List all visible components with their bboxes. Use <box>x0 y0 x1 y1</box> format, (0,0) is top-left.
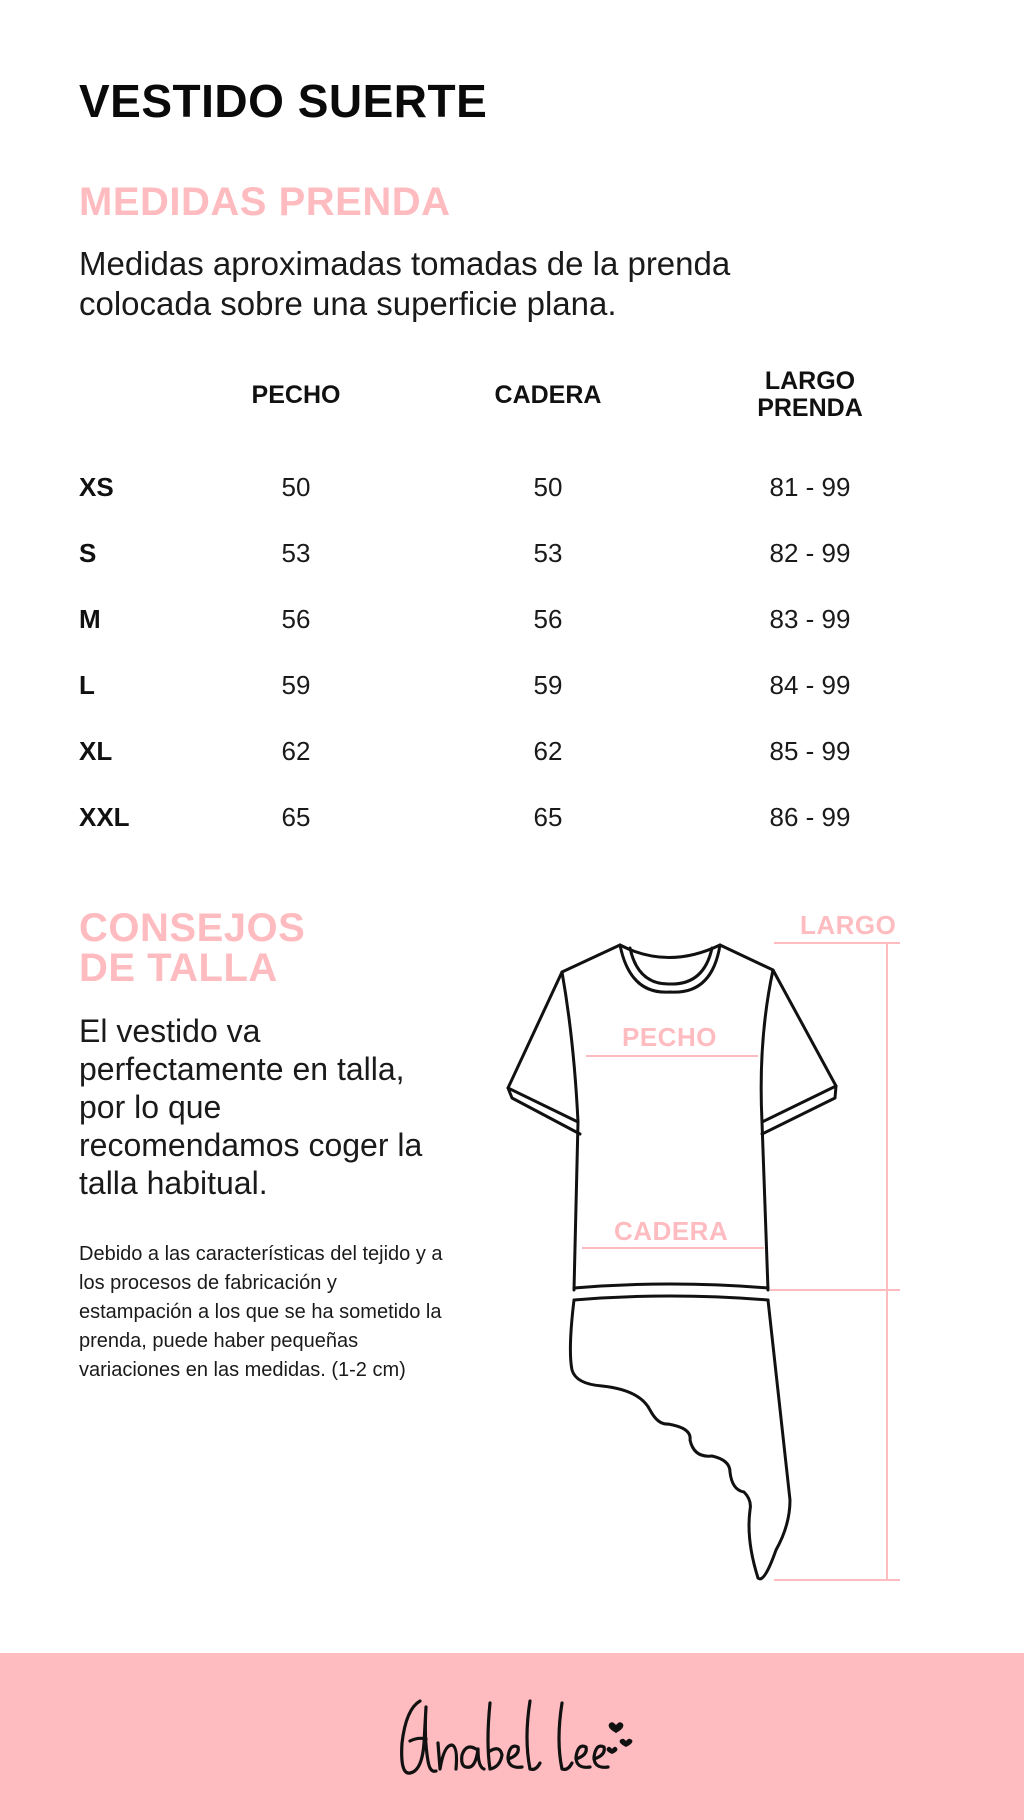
cadera-value: 65 <box>533 802 563 832</box>
measurements-intro: Medidas aproximadas tomadas de la prenda colocada sobre una superficie plana. <box>79 245 731 322</box>
size-label: L <box>79 670 95 700</box>
column-header-largo-line1: LARGO <box>764 367 856 395</box>
advice-heading-line2: DE TALLA <box>79 946 278 990</box>
footer <box>0 1653 1024 1820</box>
advice-heading-line1: CONSEJOS <box>79 906 306 950</box>
largo-value: 85 - 99 <box>769 736 851 766</box>
largo-label: LARGO <box>800 910 897 940</box>
cadera-value: 59 <box>533 670 563 700</box>
size-label: S <box>79 538 97 568</box>
column-header-largo <box>730 368 890 422</box>
size-label: XS <box>79 472 114 502</box>
advice-heading <box>79 908 439 988</box>
pecho-value: 56 <box>281 604 311 634</box>
column-header-cadera: CADERA <box>494 381 602 409</box>
size-label: XL <box>79 736 113 766</box>
dress-illustration <box>490 900 910 1600</box>
pecho-value: 62 <box>281 736 311 766</box>
advice-text: El vestido va perfectamente en talla, por lo que recomendamos coger la talla habitual. <box>79 1013 423 1201</box>
largo-value: 82 - 99 <box>769 538 851 568</box>
pecho-label: PECHO <box>622 1022 717 1052</box>
brand-logo <box>380 1683 650 1793</box>
cadera-value: 50 <box>533 472 563 502</box>
page-title: VESTIDO SUERTE <box>79 75 488 127</box>
pecho-value: 50 <box>281 472 311 502</box>
pecho-value: 65 <box>281 802 311 832</box>
pecho-value: 59 <box>281 670 311 700</box>
pecho-value: 53 <box>281 538 311 568</box>
largo-value: 83 - 99 <box>769 604 851 634</box>
cadera-value: 62 <box>533 736 563 766</box>
cadera-value: 56 <box>533 604 563 634</box>
size-label: M <box>79 604 101 634</box>
column-header-pecho: PECHO <box>251 381 341 409</box>
largo-value: 84 - 99 <box>769 670 851 700</box>
column-header-largo-line2: PRENDA <box>757 394 863 422</box>
garment-diagram <box>490 900 910 1600</box>
measurements-heading: MEDIDAS PRENDA <box>79 180 451 224</box>
cadera-value: 53 <box>533 538 563 568</box>
largo-value: 86 - 99 <box>769 802 851 832</box>
size-label: XXL <box>79 802 130 832</box>
advice-note: Debido a las características del tejido y a los procesos de fabricación y estampación a los que se ha sometido la prenda, puede haber pequeñas variaciones en las medidas. (1-2 cm) <box>79 1243 443 1381</box>
largo-value: 81 - 99 <box>769 472 851 502</box>
cadera-label: CADERA <box>614 1216 729 1246</box>
